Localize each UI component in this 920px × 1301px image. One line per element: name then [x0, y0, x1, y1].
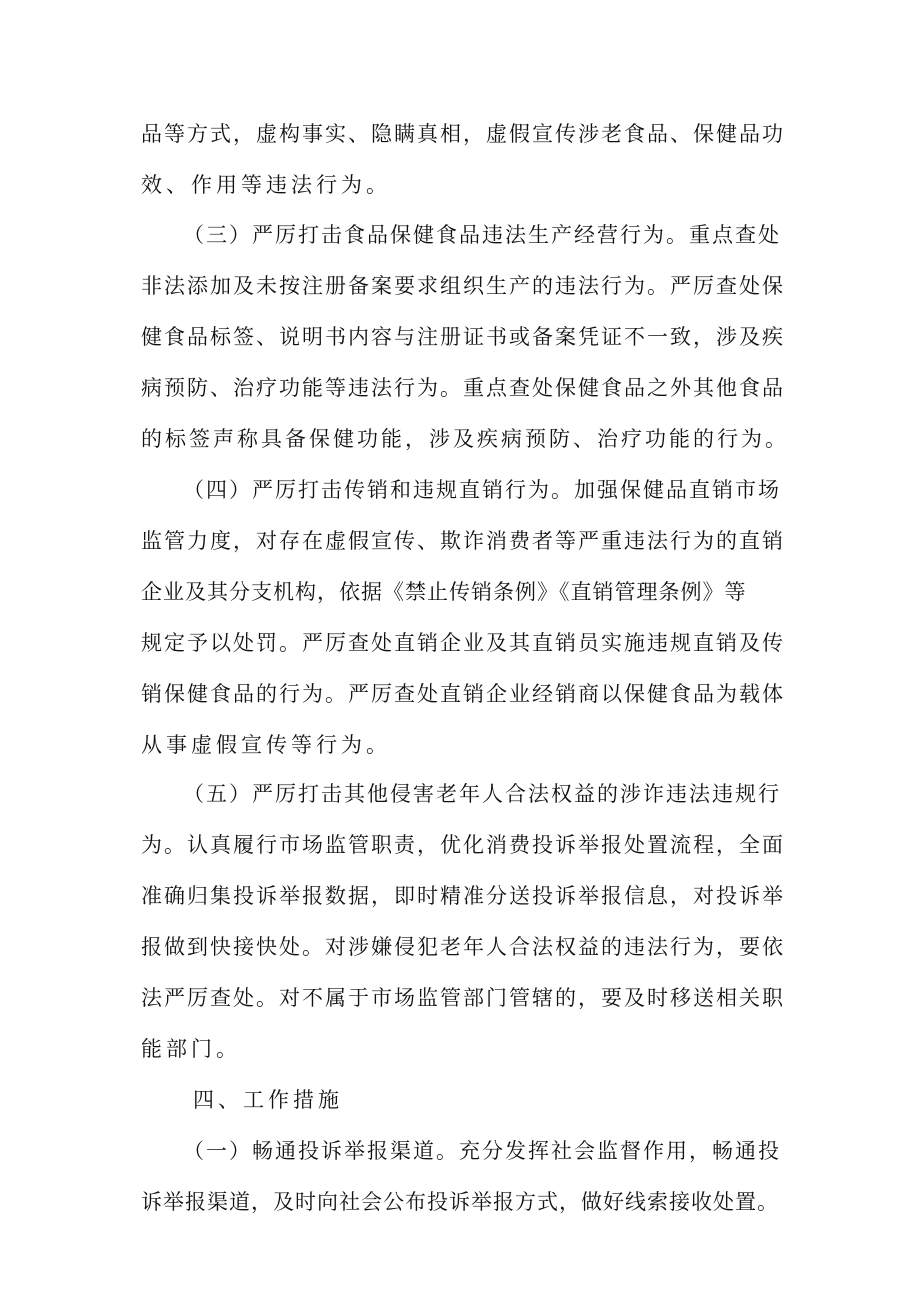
section-three-heading-line: （三）严厉打击食品保健食品违法生产经营行为。重点查处	[183, 223, 781, 247]
paragraph-line: 诉举报渠道，及时向社会公布投诉举报方式，做好线索接收处置。	[141, 1190, 779, 1214]
paragraph-line: 监管力度，对存在虚假宣传、欺诈消费者等严重违法行为的直销	[141, 529, 785, 553]
paragraph-line: 规定予以处罚。严厉查处直销企业及其直销员实施违规直销及传	[141, 631, 785, 655]
section-four-heading-line: （四）严厉打击传销和违规直销行为。加强保健品直销市场	[183, 478, 781, 502]
section-five-heading-line: （五）严厉打击其他侵害老年人合法权益的涉诈违法违规行	[183, 782, 781, 806]
paragraph-line: 非法添加及未按注册备案要求组织生产的违法行为。严厉查处保	[141, 274, 785, 298]
paragraph-line: 从事虚假宣传等行为。	[141, 733, 391, 757]
paragraph-line: 健食品标签、说明书内容与注册证书或备案凭证不一致，涉及疾	[141, 325, 785, 349]
paragraph-line: 报做到快接快处。对涉嫌侵犯老年人合法权益的违法行为，要依	[141, 935, 785, 959]
paragraph-line: 为。认真履行市场监管职责，优化消费投诉举报处置流程，全面	[141, 833, 785, 857]
paragraph-line: 销保健食品的行为。严厉查处直销企业经销商以保健食品为载体	[141, 682, 785, 706]
paragraph-line: 效、作用等违法行为。	[141, 173, 391, 197]
section-one-heading-line: （一）畅通投诉举报渠道。充分发挥社会监督作用，畅通投	[183, 1139, 781, 1163]
section-heading-work-measures: 四、工作措施	[193, 1088, 343, 1112]
paragraph-line: 品等方式，虚构事实、隐瞒真相，虚假宣传涉老食品、保健品功	[141, 122, 785, 146]
paragraph-line: 能部门。	[141, 1037, 241, 1061]
paragraph-line: 病预防、治疗功能等违法行为。重点查处保健食品之外其他食品	[141, 376, 785, 400]
paragraph-line: 准确归集投诉举报数据，即时精准分送投诉举报信息，对投诉举	[141, 884, 785, 908]
paragraph-line: 的标签声称具备保健功能，涉及疾病预防、治疗功能的行为。	[141, 427, 789, 451]
paragraph-line: 法严厉查处。对不属于市场监管部门管辖的，要及时移送相关职	[141, 986, 785, 1010]
paragraph-line: 企业及其分支机构，依据《禁止传销条例》《直销管理条例》等	[141, 580, 747, 604]
